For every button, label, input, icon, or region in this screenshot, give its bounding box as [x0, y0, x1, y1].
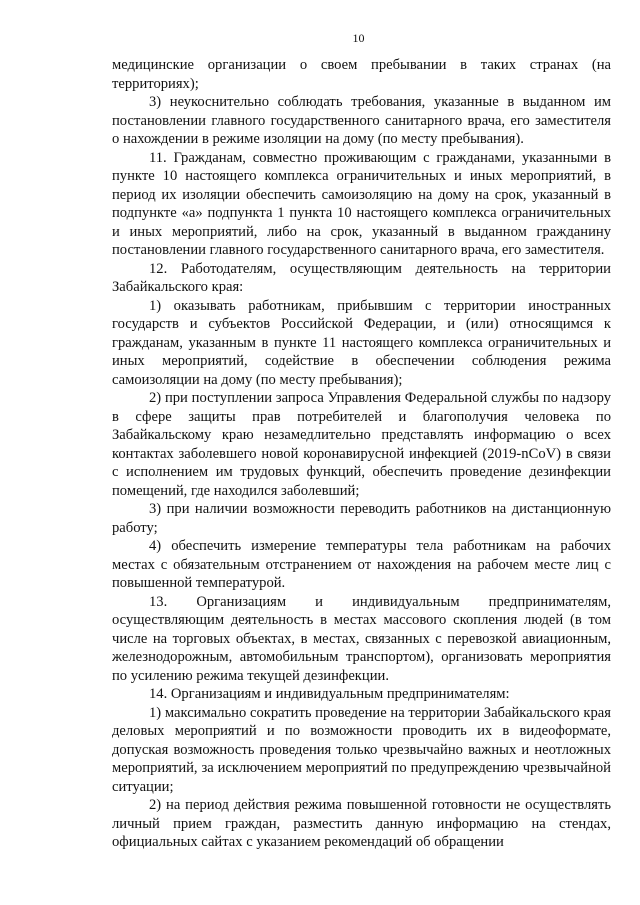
- page-number: 10: [352, 31, 365, 45]
- paragraph-item-14-2: 2) на период действия режима повышенной готовности не осуществлять личный прием граждан, разместить данную информацию на стендах, официальных сайтах с указанием рекомендаций об обращении: [112, 797, 611, 850]
- paragraph-item-12-2: 2) при поступлении запроса Управления Федеральной службы по надзору в сфере защиты прав потребителей и благополучия человека по Забайкальскому краю незамедлительно представлять информацию о всех контактах заболевшего новой коронавирусной инфекцией (2019-nCoV) в связи с исполнением им трудовых функций, обеспечить проведение дезинфекции помещений, где находился заболевший;: [112, 390, 611, 499]
- paragraph-item-14-1: 1) максимально сократить проведение на территории Забайкальского края деловых мероприятий и по возможности проводить их в видеоформате, допуская возможность проведения только чрезвычайно важных и неотложных мероприятий, за исключением мероприятий по предупреждению чрезвычайной ситуации;: [112, 704, 611, 795]
- paragraph-section-11: 11. Гражданам, совместно проживающим с гражданами, указанными в пункте 10 настоящего комплекса ограничительных и иных мероприятий, в период их изоляции обеспечить самоизоляцию на дому на срок, указанный в подпункте «а» подпункта 1 пункта 10 настоящего комплекса ограничительных и иных мероприятий, либо на срок, указанный в выданном гражданину постановлении главного государственного санитарного врача, его заместителя.: [112, 149, 611, 258]
- paragraph-section-12: 12. Работодателям, осуществляющим деятельность на территории Забайкальского края:: [112, 260, 611, 295]
- document-body: [112, 56, 611, 852]
- paragraph-continuation: медицинские организации о своем пребывании в таких странах (на территориях);: [112, 57, 611, 92]
- paragraph-item-12-3: 3) при наличии возможности переводить работников на дистанционную работу;: [112, 501, 611, 536]
- paragraph-item-12-4: 4) обеспечить измерение температуры тела работникам на рабочих местах с обязательным отстранением от нахождения на рабочем месте лиц с повышенной температурой.: [112, 538, 611, 591]
- paragraph-section-13: 13. Организациям и индивидуальным предпринимателям, осуществляющим деятельность в местах массового скопления людей (в том числе на торговых объектах, в местах, связанных с перевозкой авиационным, железнодорожным, автомобильным транспортом), организовать мероприятия по усилению режима текущей дезинфекции.: [112, 593, 611, 684]
- paragraph-item-12-1: 1) оказывать работникам, прибывшим с территории иностранных государств и субъектов Российской Федерации, и (или) относящимся к гражданам, указанным в пункте 11 настоящего комплекса ограничительных и иных мероприятий, содействие в обеспечении соблюдения режима самоизоляции на дому (по месту пребывания);: [112, 297, 611, 388]
- paragraph-item-10-3: 3) неукоснительно соблюдать требования, указанные в выданном им постановлении главного государственного санитарного врача, его заместителя о нахождении в режиме изоляции на дому (по месту пребывания).: [112, 94, 611, 147]
- paragraph-section-14: 14. Организациям и индивидуальным предпринимателям:: [149, 686, 510, 702]
